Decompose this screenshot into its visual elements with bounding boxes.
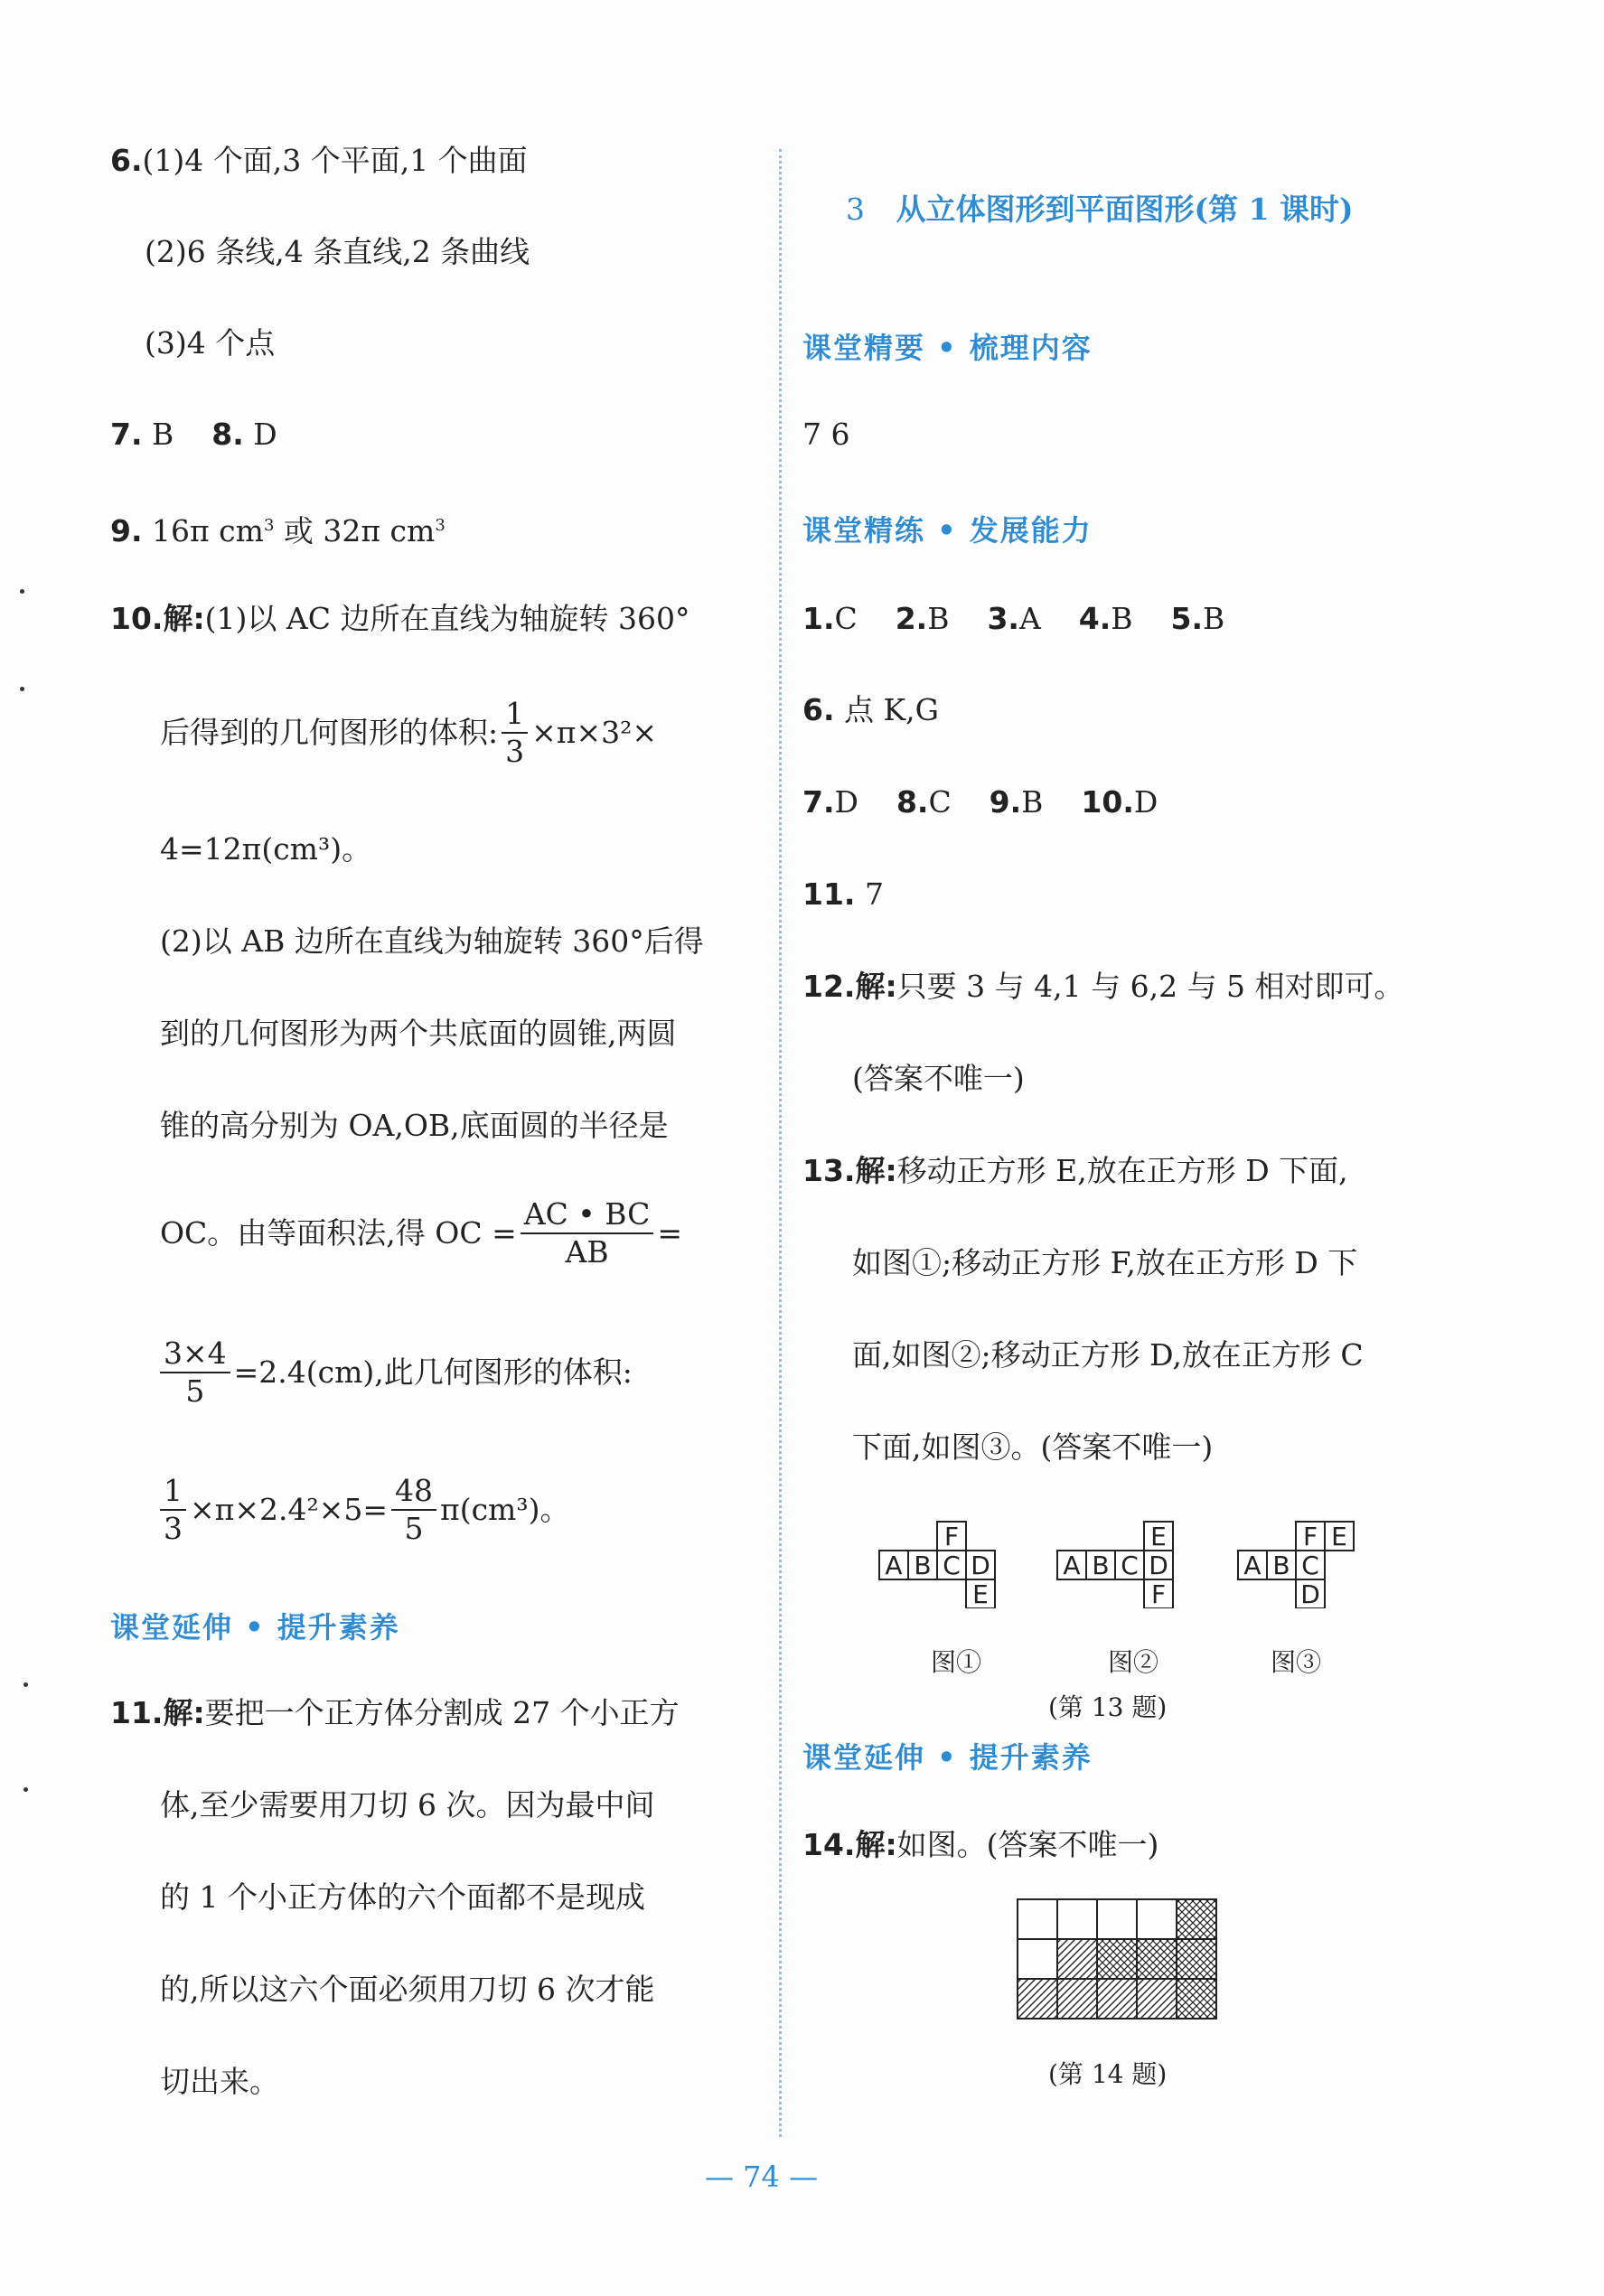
answer-text: D <box>253 417 277 452</box>
denominator: 3 <box>505 734 525 769</box>
denominator: 3 <box>164 1511 183 1546</box>
question-number: 14. <box>802 1827 856 1862</box>
q10-line8 <box>160 1335 633 1410</box>
net-letter: F <box>943 1522 960 1551</box>
answer-text: C <box>928 784 952 820</box>
net-letter: B <box>1092 1551 1110 1580</box>
answer-text: B <box>927 601 950 636</box>
margin-dot <box>20 687 24 691</box>
q10-line6: 锥的高分别为 OA,OB,底面圆的半径是 <box>160 1108 669 1143</box>
answer-text: =2.4(cm),此几何图形的体积: <box>233 1354 633 1390</box>
q12-line1 <box>802 967 1404 1007</box>
question-number: 2. <box>895 601 928 636</box>
q6-right-line <box>802 690 939 730</box>
question-number: 9. <box>989 784 1022 820</box>
fraction <box>160 1335 230 1410</box>
column-divider <box>779 149 782 2137</box>
q14-line1 <box>802 1825 1158 1865</box>
denominator: 5 <box>185 1373 205 1409</box>
margin-dot <box>23 1787 28 1792</box>
section-heading-key: 课堂精要 • 梳理内容 <box>802 331 1093 365</box>
net-letter: D <box>1149 1551 1168 1580</box>
answer-text: D <box>834 784 858 820</box>
net-letter: D <box>971 1551 990 1580</box>
solution-label: 解: <box>163 601 205 636</box>
q10-line2 <box>160 696 657 770</box>
question-number: 8. <box>211 417 244 452</box>
numerator: 1 <box>160 1473 186 1511</box>
net-2 <box>1057 1522 1173 1608</box>
answer-text: 只要 3 与 4,1 与 6,2 与 5 相对即可。 <box>896 969 1404 1004</box>
question-number: 5. <box>1170 601 1203 636</box>
q12-line2: (答案不唯一) <box>852 1061 1025 1096</box>
question-number: 7. <box>110 417 143 452</box>
q6-line2: (2)6 条线,4 条直线,2 条曲线 <box>145 234 530 269</box>
question-number: 10. <box>1081 784 1134 820</box>
q7-q8-line <box>110 415 277 455</box>
fraction <box>521 1196 654 1270</box>
q9-line <box>110 506 446 551</box>
answer-text: 移动正方形 E,放在正方形 D 下面, <box>896 1153 1348 1188</box>
question-number: 1. <box>802 601 835 636</box>
answer-text: (1)4 个面,3 个平面,1 个曲面 <box>142 143 528 178</box>
question-number: 6. <box>110 143 143 178</box>
net-letter: A <box>1243 1551 1262 1580</box>
net-letter: F <box>1302 1522 1318 1551</box>
net-1 <box>879 1522 995 1608</box>
question-number: 13. <box>802 1153 856 1188</box>
margin-dot <box>20 589 24 594</box>
solution-label: 解: <box>163 1695 205 1730</box>
answer-text: C <box>834 601 858 636</box>
net-letter: E <box>1150 1522 1167 1551</box>
numerator: 3×4 <box>160 1335 230 1373</box>
net-letter: D <box>1300 1579 1320 1608</box>
net-letter: F <box>1150 1579 1167 1608</box>
q10-line1 <box>110 599 689 639</box>
answer-text: 16π cm <box>152 513 264 548</box>
numerator: 1 <box>502 696 528 734</box>
net-letter: B <box>1272 1551 1290 1580</box>
figure-3-label: 图③ <box>1271 1647 1322 1677</box>
answer-text: = <box>657 1215 683 1251</box>
answer-text: B <box>1021 784 1044 820</box>
numerator: AC • BC <box>521 1196 654 1234</box>
answer-text: B <box>1111 601 1133 636</box>
net-letter: C <box>1301 1551 1319 1580</box>
net-letter: C <box>943 1551 961 1580</box>
q10-line5: 到的几何图形为两个共底面的圆锥,两圆 <box>160 1016 677 1051</box>
answer-text: π(cm³)。 <box>440 1492 570 1527</box>
q10-line3: 4=12π(cm³)。 <box>160 831 372 867</box>
denominator: 5 <box>404 1511 424 1546</box>
figure-13-nets <box>868 1518 1374 1608</box>
answer-text: 要把一个正方体分割成 27 个小正方 <box>204 1695 680 1730</box>
net-letter: B <box>914 1551 932 1580</box>
q1-5-line <box>802 599 1224 639</box>
q13-line2: 如图①;移动正方形 F,放在正方形 D 下 <box>852 1245 1358 1280</box>
q11-line1 <box>110 1693 680 1733</box>
answer-text: ×π×3²× <box>531 715 657 750</box>
net-letter: A <box>885 1551 903 1580</box>
q11-line5: 切出来。 <box>160 2064 279 2099</box>
question-number: 8. <box>896 784 929 820</box>
question-number: 3. <box>987 601 1019 636</box>
question-number: 4. <box>1078 601 1112 636</box>
q11-line2: 体,至少需要用刀切 6 次。因为最中间 <box>160 1787 655 1823</box>
question-number: 12. <box>802 969 856 1004</box>
question-number: 7. <box>802 784 835 820</box>
key-answer: 7 6 <box>802 417 850 452</box>
answer-text: B <box>152 417 174 452</box>
q7-10-line <box>802 783 1158 822</box>
lesson-title <box>846 186 1354 229</box>
q6-line1 <box>110 141 528 181</box>
question-number: 6. <box>802 692 835 727</box>
q11-line4: 的,所以这六个面必须用刀切 6 次才能 <box>160 1972 655 2007</box>
q6-line3: (3)4 个点 <box>145 325 276 361</box>
answer-text: ×π×2.4²×5= <box>190 1492 388 1527</box>
figure-1-label: 图① <box>931 1647 982 1677</box>
question-number: 11. <box>802 876 856 912</box>
superscript: 3 <box>263 516 275 535</box>
q13-line3: 面,如图②;移动正方形 D,放在正方形 C <box>852 1337 1364 1373</box>
lesson-title-text: 从立体图形到平面图形(第 1 课时) <box>896 192 1354 227</box>
section-heading-extend: 课堂延伸 • 提升素养 <box>110 1610 400 1645</box>
net-letter: A <box>1063 1551 1081 1580</box>
answer-text: A <box>1018 601 1041 636</box>
q13-line1 <box>802 1151 1348 1191</box>
q11-right-line <box>802 875 884 914</box>
q10-line9 <box>160 1473 569 1547</box>
margin-dot <box>23 1682 28 1687</box>
answer-text: (1)以 AC 边所在直线为轴旋转 360° <box>204 601 690 636</box>
figure-13-caption: (第 13 题) <box>1048 1692 1168 1722</box>
answer-text: D <box>1133 784 1158 820</box>
section-heading-practice: 课堂精练 • 发展能力 <box>802 513 1093 548</box>
q13-line4: 下面,如图③。(答案不唯一) <box>852 1429 1214 1465</box>
figure-14-grid <box>1016 1898 1224 2024</box>
page-number: — 74 — <box>705 2160 819 2194</box>
lesson-number: 3 <box>846 192 865 227</box>
net-letter: C <box>1121 1551 1139 1580</box>
superscript: 3 <box>435 516 446 535</box>
net-letter: E <box>972 1579 989 1608</box>
fraction <box>160 1473 186 1547</box>
net-letter: E <box>1331 1522 1347 1551</box>
q10-line7 <box>160 1196 682 1270</box>
q11-line3: 的 1 个小正方体的六个面都不是现成 <box>160 1879 645 1915</box>
numerator: 48 <box>391 1473 436 1511</box>
fraction <box>391 1473 436 1547</box>
fraction <box>502 696 528 770</box>
answer-text: 7 <box>864 876 884 912</box>
figure-14-caption: (第 14 题) <box>1048 2059 1168 2089</box>
denominator: AB <box>565 1234 609 1270</box>
question-number: 10. <box>110 601 164 636</box>
section-heading-extend-right: 课堂延伸 • 提升素养 <box>802 1740 1093 1775</box>
answer-text: 或 32π cm <box>274 513 436 548</box>
solution-label: 解: <box>855 1153 897 1188</box>
q10-line4: (2)以 AB 边所在直线为轴旋转 360°后得 <box>160 923 704 959</box>
answer-text: 如图。(答案不唯一) <box>896 1827 1159 1862</box>
solution-label: 解: <box>855 969 897 1004</box>
answer-text: 点 K,G <box>844 692 939 727</box>
net-3 <box>1238 1522 1354 1608</box>
solution-label: 解: <box>855 1827 897 1862</box>
answer-text: OC。由等面积法,得 OC = <box>160 1215 517 1251</box>
question-number: 11. <box>110 1695 164 1730</box>
question-number: 9. <box>110 513 143 548</box>
answer-text: 后得到的几何图形的体积: <box>160 715 499 750</box>
figure-2-label: 图② <box>1108 1647 1159 1677</box>
answer-text: B <box>1203 601 1225 636</box>
